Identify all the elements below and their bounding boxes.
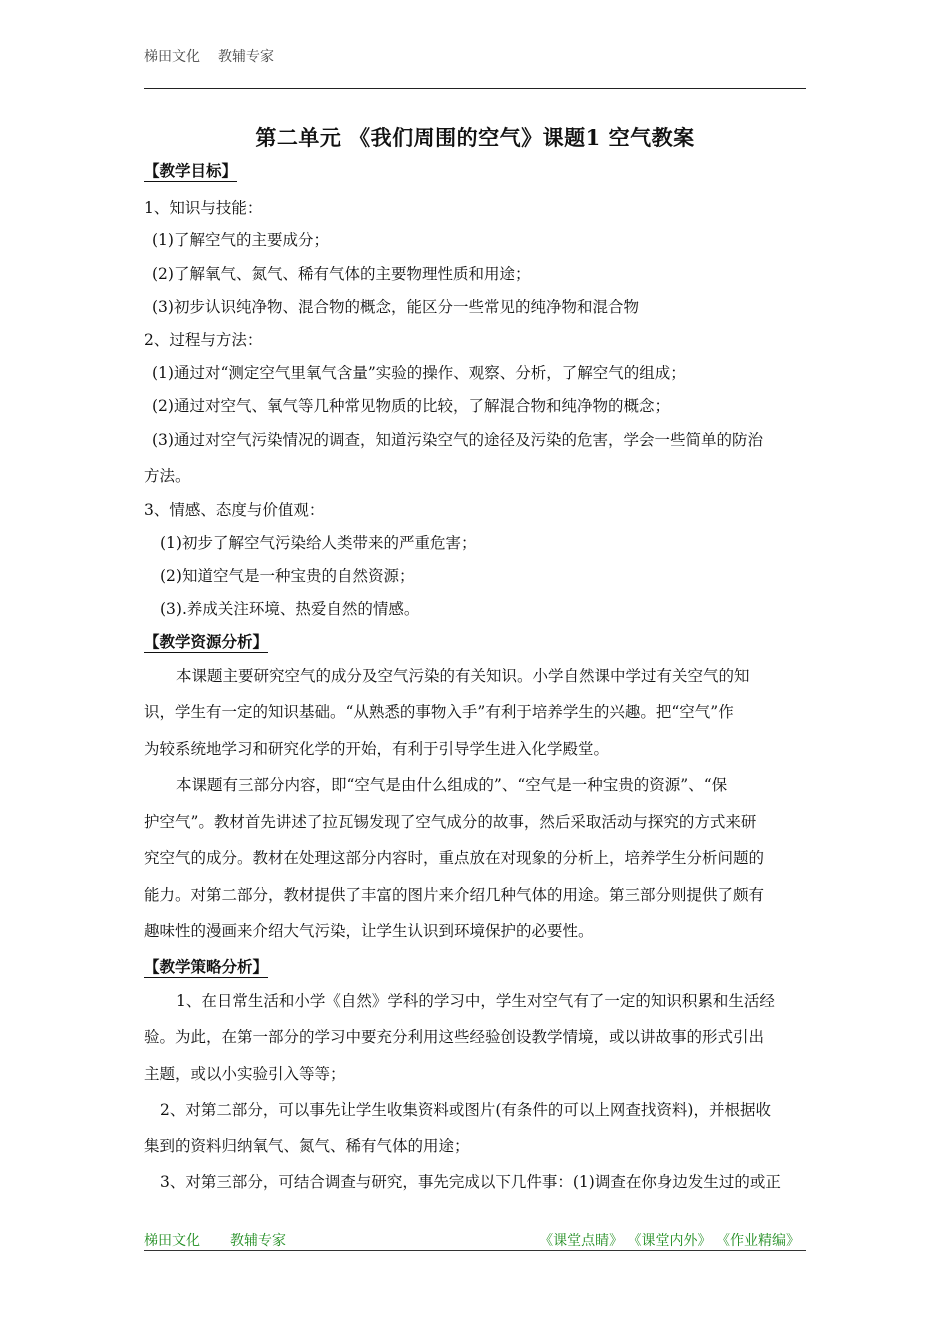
paragraph-line: 能力。对第二部分，教材提供了丰富的图片来介绍几种气体的用途。第三部分则提供了颇有 (144, 886, 765, 904)
header-brand: 梯田文化 (144, 49, 200, 65)
section-heading-goals: 【教学目标】 (144, 161, 238, 180)
paragraph-line: 识，学生有一定的知识基础。“从熟悉的事物入手”有利于培养学生的兴趣。把“空气”作 (144, 703, 734, 721)
goal-item: (1)初步了解空气污染给人类带来的严重危害； (160, 534, 477, 552)
goal-process: 2、过程与方法： (144, 331, 263, 349)
paragraph-line: 本课题有三部分内容，即“空气是由什么组成的”、“空气是一种宝贵的资源”、“保 (176, 776, 728, 794)
footer-slogan: 教辅专家 (230, 1233, 286, 1249)
section-heading-resource: 【教学资源分析】 (144, 632, 269, 651)
footer-series-links: 《课堂点睛》 《课堂内外》 《作业精编》 (539, 1233, 800, 1249)
goal-item: (1)通过对“测定空气里氧气含量”实验的操作、观察、分析，了解空气的组成； (152, 364, 686, 382)
goal-attitude: 3、情感、态度与价值观： (144, 501, 325, 519)
paragraph-line: 究空气的成分。教材在处理这部分内容时，重点放在对现象的分析上，培养学生分析问题的 (144, 849, 765, 867)
paragraph-line: 为较系统地学习和研究化学的开始，有利于引导学生进入化学殿堂。 (144, 740, 610, 758)
page-footer (144, 1230, 806, 1251)
goal-item: (1)了解空气的主要成分； (152, 231, 329, 249)
paragraph-line: 2、对第二部分，可以事先让学生收集资料或图片(有条件的可以上网查找资料)，并根据收 (160, 1101, 771, 1119)
page-header (144, 44, 806, 89)
paragraph-line: 集到的资料归纳氧气、氮气、稀有气体的用途； (144, 1137, 470, 1155)
document-title: 第二单元 《我们周围的空气》课题1 空气教案 (255, 125, 695, 150)
goal-knowledge: 1、知识与技能： (144, 199, 263, 217)
paragraph-line: 本课题主要研究空气的成分及空气污染的有关知识。小学自然课中学过有关空气的知 (176, 667, 750, 685)
goal-item: (3)通过对空气污染情况的调查，知道污染空气的途径及污染的危害，学会一些简单的防治 (152, 431, 763, 449)
goal-item: (3).养成关注环境、热爱自然的情感。 (160, 600, 420, 618)
footer-brand: 梯田文化 (144, 1233, 200, 1249)
goal-item: (2)了解氧气、氮气、稀有气体的主要物理性质和用途； (152, 265, 531, 283)
paragraph-line: 验。为此，在第一部分的学习中要充分利用这些经验创设教学情境，或以讲故事的形式引出 (144, 1028, 765, 1046)
paragraph-line: 主题，或以小实验引入等等； (144, 1065, 346, 1083)
header-slogan: 教辅专家 (218, 49, 274, 65)
goal-item: (3)初步认识纯净物、混合物的概念，能区分一些常见的纯净物和混合物 (152, 298, 639, 316)
goal-item: (2)知道空气是一种宝贵的自然资源； (160, 567, 415, 585)
paragraph-line: 3、对第三部分，可结合调查与研究，事先完成以下几件事：(1)调查在你身边发生过的或正 (160, 1173, 781, 1191)
section-heading-strategy: 【教学策略分析】 (144, 957, 269, 976)
paragraph-line: 1、在日常生活和小学《自然》学科的学习中，学生对空气有了一定的知识积累和生活经 (176, 992, 775, 1010)
paragraph-line: 趣味性的漫画来介绍大气污染，让学生认识到环境保护的必要性。 (144, 922, 594, 940)
goal-item-cont: 方法。 (144, 467, 191, 485)
paragraph-line: 护空气”。教材首先讲述了拉瓦锡发现了空气成分的故事，然后采取活动与探究的方式来研 (144, 813, 757, 831)
goal-item: (2)通过对空气、氧气等几种常见物质的比较，了解混合物和纯净物的概念； (152, 397, 670, 415)
